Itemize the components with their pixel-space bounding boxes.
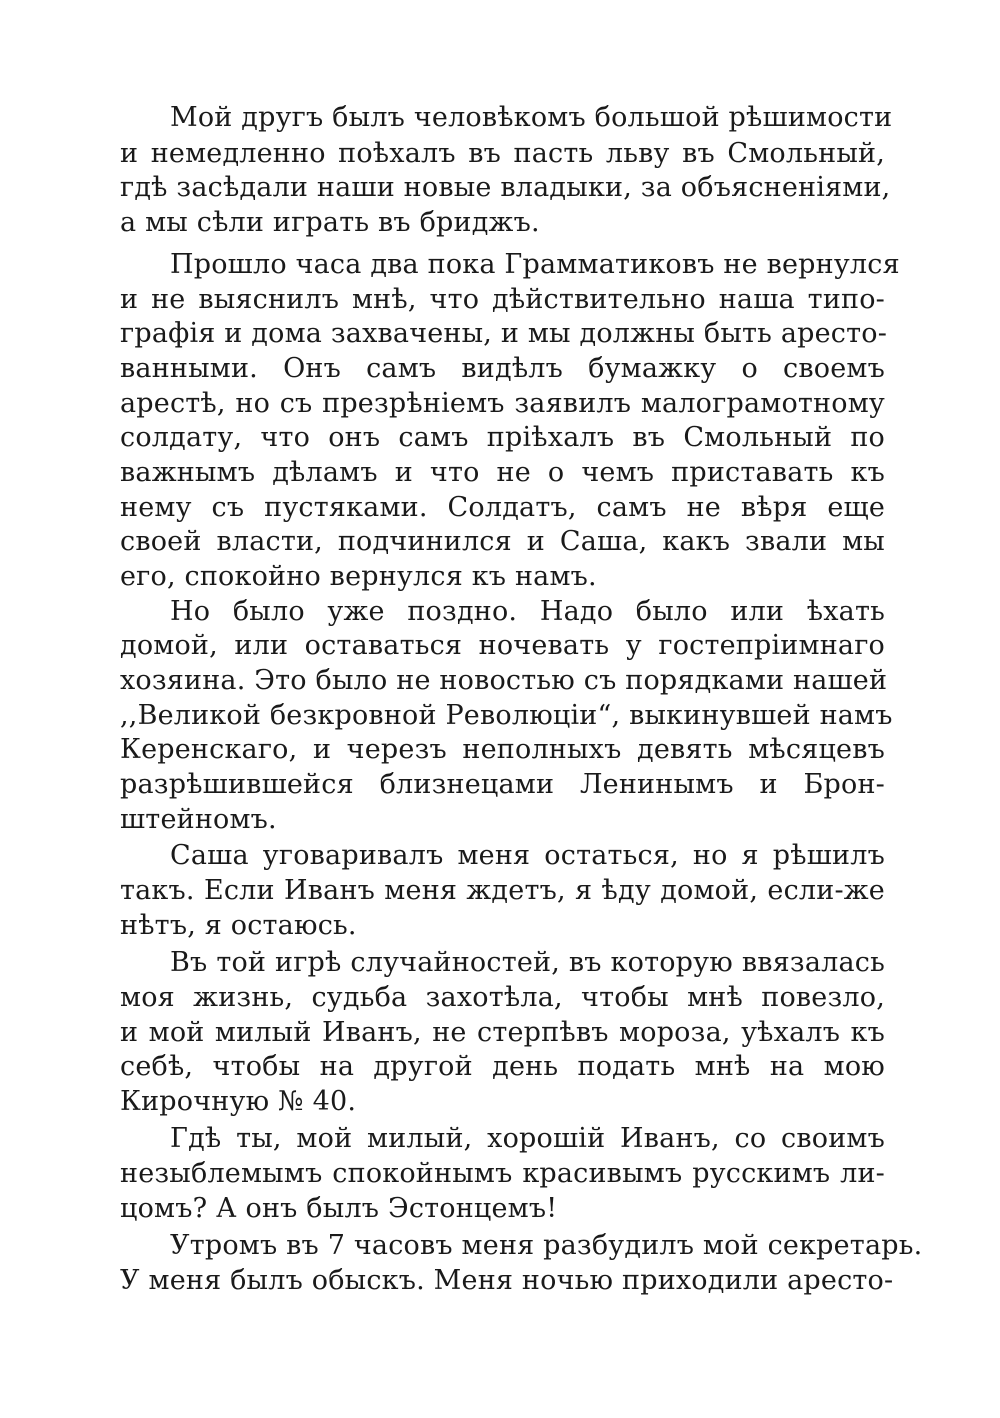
text-line: арестѣ, но съ презрѣніемъ заявилъ малограмотному: [120, 388, 885, 419]
text-line: Въ той игрѣ случайностей, въ которую ввязалась: [170, 947, 885, 978]
text-line: его, спокойно вернулся къ намъ.: [120, 561, 597, 592]
text-line: хозяина. Это было не новостью съ порядками нашей: [120, 665, 888, 696]
text-line: важнымъ дѣламъ и что не о чемъ приставать къ: [120, 457, 885, 488]
text-line: Саша уговаривалъ меня остаться, но я рѣшилъ: [170, 840, 885, 871]
text-line: Мой другъ былъ человѣкомъ большой рѣшимости: [170, 102, 893, 133]
text-line: своей власти, подчинился и Саша, какъ звали мы: [120, 526, 885, 557]
text-line: моя жизнь, судьба захотѣла, чтобы мнѣ повезло,: [120, 982, 885, 1013]
text-line: Гдѣ ты, мой милый, хорошій Иванъ, со своимъ: [170, 1123, 885, 1154]
text-line: незыблемымъ спокойнымъ красивымъ русскимъ ли-: [120, 1158, 885, 1189]
text-line: и немедленно поѣхалъ въ пасть льву въ Смольный,: [120, 138, 885, 169]
text-line: Утромъ въ 7 часовъ меня разбудилъ мой секретарь.: [170, 1230, 923, 1261]
text-line: нѣтъ, я остаюсь.: [120, 910, 357, 941]
text-line: такъ. Если Иванъ меня ждетъ, я ѣду домой, если-же: [120, 875, 885, 906]
text-line: ,,Великой безкровной Революціи“, выкинувшей намъ: [120, 700, 893, 731]
text-line: У меня былъ обыскъ. Меня ночью приходили аресто-: [120, 1265, 894, 1296]
text-line: Керенскаго, и черезъ неполныхъ девять мѣсяцевъ: [120, 734, 885, 765]
text-line: Кирочную № 40.: [120, 1086, 357, 1117]
text-line: домой, или оставаться ночевать у гостепріимнаго: [120, 630, 885, 661]
text-line: а мы сѣли играть въ бриджъ.: [120, 207, 540, 238]
text-line: солдату, что онъ самъ пріѣхалъ въ Смольный по: [120, 422, 885, 453]
text-line: нему съ пустяками. Солдатъ, самъ не вѣря еще: [120, 492, 885, 523]
text-line: штейномъ.: [120, 804, 277, 835]
text-line: Прошло часа два пока Грамматиковъ не вернулся: [170, 249, 900, 280]
text-line: графія и дома захвачены, и мы должны быть аресто-: [120, 318, 888, 349]
text-line: ванными. Онъ самъ видѣлъ бумажку о своемъ: [120, 353, 885, 384]
text-line: Но было уже поздно. Надо было или ѣхать: [170, 596, 885, 627]
text-line: гдѣ засѣдали наши новые владыки, за объясненіями,: [120, 172, 891, 203]
text-line: и не выяснилъ мнѣ, что дѣйствительно наша типо-: [120, 284, 885, 315]
text-line: цомъ? А онъ былъ Эстонцемъ!: [120, 1193, 558, 1224]
text-line: разрѣшившейся близнецами Ленинымъ и Брон-: [120, 769, 885, 800]
text-line: себѣ, чтобы на другой день подать мнѣ на мою: [120, 1051, 885, 1082]
text-line: и мой милый Иванъ, не стерпѣвъ мороза, уѣхалъ къ: [120, 1017, 885, 1048]
